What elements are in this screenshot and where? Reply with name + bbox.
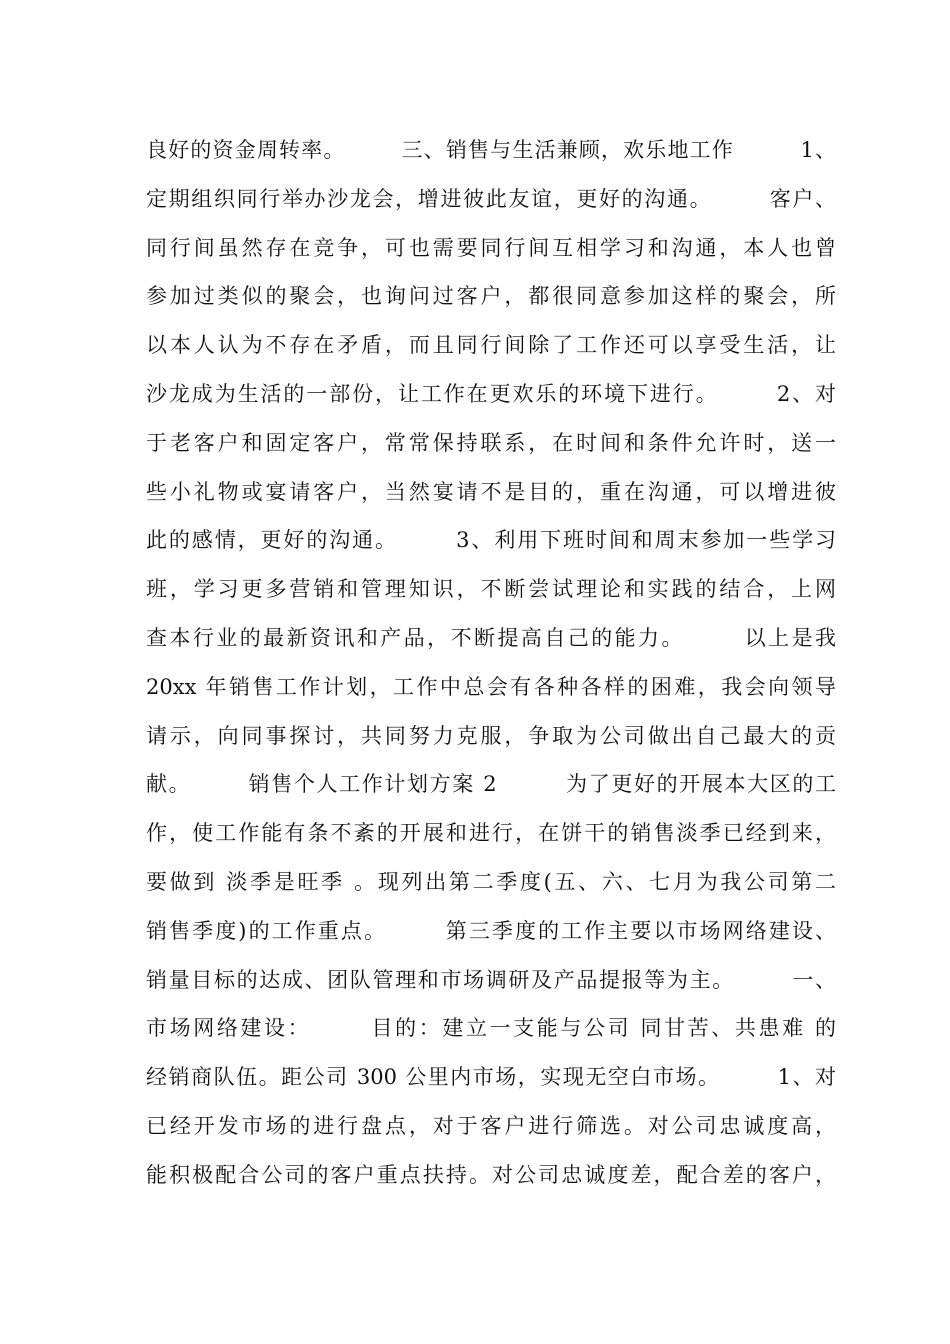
text-line: 20xx 年销售工作计划，工作中总会有各种各样的困难，我会向领导	[146, 674, 836, 699]
text-line: 于老客户和固定客户，常常保持联系，在时间和条件允许时，送一	[146, 430, 836, 455]
text-line: 经销商队伍。距公司 300 公里内市场，实现无空白市场。 1、对	[146, 1065, 836, 1090]
text-line: 良好的资金周转率。 三、销售与生活兼顾，欢乐地工作 1、	[146, 138, 836, 162]
text-line: 作，使工作能有条不紊的开展和进行，在饼干的销售淡季已经到来，	[146, 821, 836, 846]
text-line: 能积极配合公司的客户重点扶持。对公司忠诚度差，配合差的客户，	[146, 1162, 836, 1187]
text-line: 同行间虽然存在竞争，可也需要同行间互相学习和沟通，本人也曾	[146, 235, 836, 260]
text-line: 班，学习更多营销和管理知识，不断尝试理论和实践的结合，上网	[146, 577, 836, 602]
text-line: 此的感情，更好的沟通。 3、利用下班时间和周末参加一些学习	[146, 528, 836, 553]
text-line: 请示，向同事探讨，共同努力克服，争取为公司做出自己最大的贡	[146, 723, 836, 748]
text-line: 要做到 淡季是旺季 。现列出第二季度(五、六、七月为我公司第二	[146, 869, 836, 894]
text-line: 销售季度)的工作重点。 第三季度的工作主要以市场网络建设、	[146, 918, 836, 943]
text-line: 沙龙成为生活的一部份，让工作在更欢乐的环境下进行。 2、对	[146, 381, 836, 406]
text-line: 定期组织同行举办沙龙会，增进彼此友谊，更好的沟通。 客户、	[146, 186, 836, 211]
body-text	[146, 126, 836, 1200]
text-line: 些小礼物或宴请客户，当然宴请不是目的，重在沟通，可以增进彼	[146, 479, 836, 504]
text-line: 参加过类似的聚会，也询问过客户，都很同意参加这样的聚会，所	[146, 284, 836, 309]
text-line: 查本行业的最新资讯和产品，不断提高自己的能力。 以上是我	[146, 625, 836, 650]
text-line: 已经开发市场的进行盘点，对于客户进行筛选。对公司忠诚度高，	[146, 1113, 836, 1138]
text-line: 献。 销售个人工作计划方案 2 为了更好的开展本大区的工	[146, 772, 836, 797]
text-line: 以本人认为不存在矛盾，而且同行间除了工作还可以享受生活，让	[146, 333, 836, 358]
text-line: 市场网络建设： 目的：建立一支能与公司 同甘苦、共患难 的	[146, 1016, 836, 1041]
text-line: 销量目标的达成、团队管理和市场调研及产品提报等为主。 一、	[146, 967, 836, 992]
